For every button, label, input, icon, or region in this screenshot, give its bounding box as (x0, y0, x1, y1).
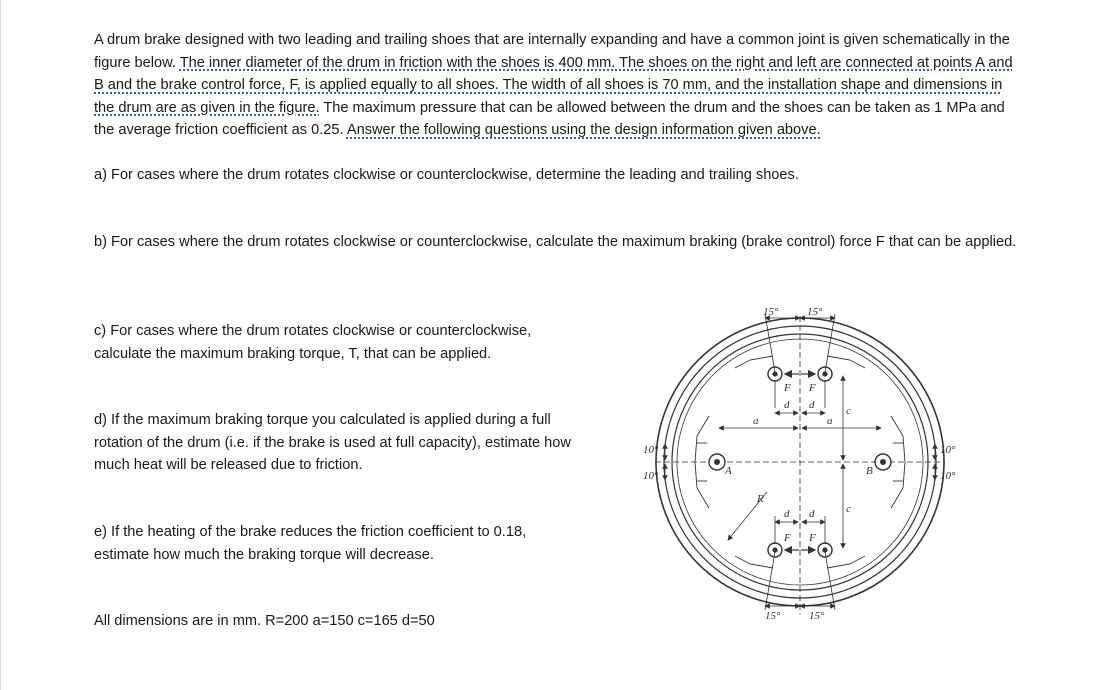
label-d-top-right: d (809, 399, 815, 411)
intro-underlined-spec: The inner diameter of the drum in friction with the shoes is 400 mm. The shoes on the right and left are connected at points A and B and the brake control force, F, is applied equally to all shoes. The width of all shoes is 70 mm, and the installation shape and dimensions in the drum are as given in the figure. (94, 54, 1013, 116)
label-radius: R (757, 493, 764, 505)
label-point-a: A (725, 465, 732, 477)
angle-left-upper: 10° (643, 444, 659, 456)
label-force-bottom-left: F (784, 532, 791, 544)
drum-brake-figure (635, 296, 965, 626)
label-c-bottom: c (846, 503, 851, 515)
angle-top-right: 15° (807, 306, 823, 318)
label-force-bottom-right: F (809, 532, 816, 544)
problem-statement (94, 29, 1024, 142)
label-force-top-right: F (809, 382, 816, 394)
question-a: a) For cases where the drum rotates clockwise or counterclockwise, determine the leading and trailing shoes. (94, 167, 799, 183)
label-d-bottom-left: d (784, 508, 790, 520)
angle-left-lower: 10° (643, 470, 659, 482)
question-d: d) If the maximum braking torque you calculated is applied during a full rotation of the drum (i.e. if the brake is used at full capacity), estimate how much heat will be released due to friction. (94, 412, 571, 473)
intro-sentence-1: A drum brake designed with two leading and trailing shoes that are internally expanding and have a common joint is given schematically in the figure below. (94, 32, 1010, 71)
question-c: c) For cases where the drum rotates clockwise or counterclockwise, calculate the maximum braking torque, T, that can be applied. (94, 323, 532, 362)
dimensions-note: All dimensions are in mm. R=200 a=150 c=165 d=50 (94, 613, 435, 629)
question-e: e) If the heating of the brake reduces the friction coefficient to 0.18, estimate how much the braking torque will decrease. (94, 524, 527, 563)
angle-top-left: 15° (763, 306, 779, 318)
intro-instruction: Answer the following questions using the design information given above. (346, 122, 821, 138)
label-d-bottom-right: d (809, 508, 815, 520)
intro-sentence-3: The maximum pressure that can be allowed between the drum and the shoes can be taken as 1 MPa and the average friction coefficient as 0.25. (94, 99, 1005, 138)
label-a-left: a (753, 415, 759, 427)
angle-right-lower: 10° (940, 470, 956, 482)
page-left-border (0, 0, 1, 690)
angle-bottom-left: 15° (765, 610, 781, 622)
label-d-top-left: d (784, 399, 790, 411)
angle-bottom-right: 15° (809, 610, 825, 622)
label-point-b: B (866, 465, 873, 477)
angle-right-upper: 10° (940, 444, 956, 456)
label-force-top-left: F (784, 382, 791, 394)
label-c-top: c (846, 405, 851, 417)
question-b: b) For cases where the drum rotates clockwise or counterclockwise, calculate the maximum braking (brake control) force F that can be applied. (94, 234, 1017, 250)
label-a-right: a (827, 415, 833, 427)
